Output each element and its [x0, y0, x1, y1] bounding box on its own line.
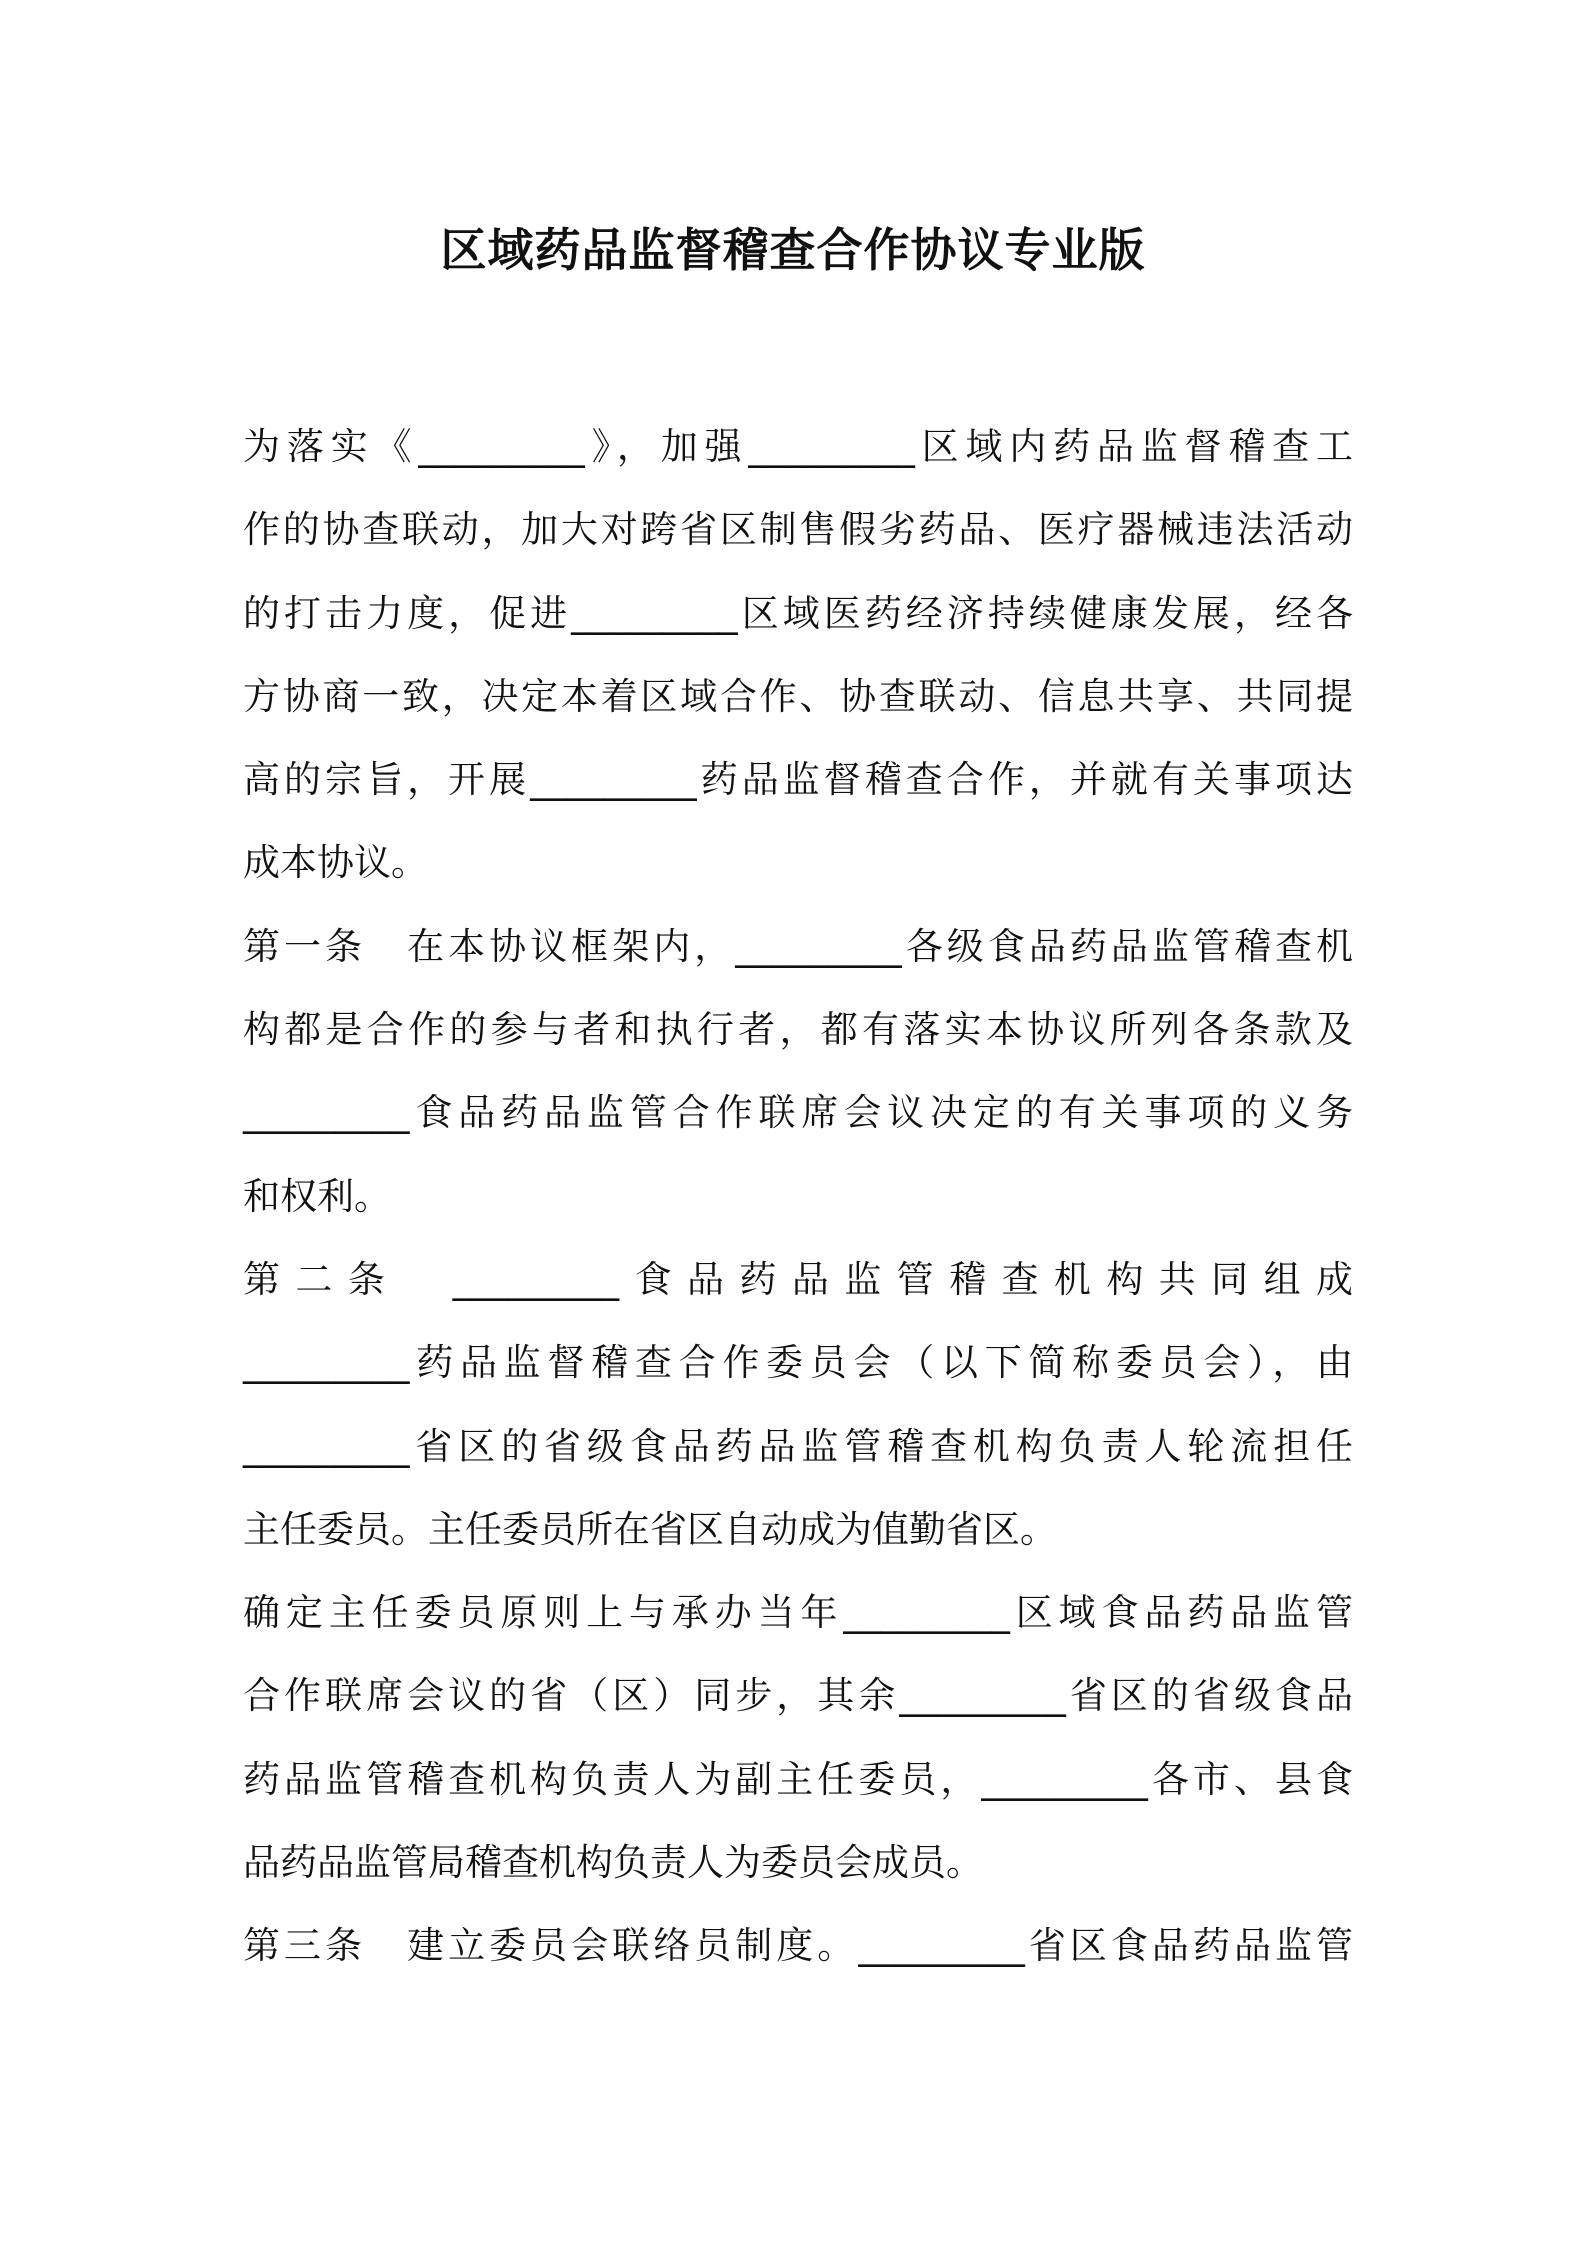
- body-line: _________省区的省级食品药品监管稽查机构负责人轮流担任: [243, 1424, 1353, 1468]
- body-line: 的打击力度，促进_________区域医药经济持续健康发展，经各: [243, 591, 1353, 635]
- body-line: 为落实《_________》，加强_________区域内药品监督稽查工: [243, 425, 1353, 468]
- body-line: 构都是合作的参与者和执行者，都有落实本协议所列各条款及: [243, 1008, 1353, 1052]
- body-line: _________药品监督稽查合作委员会（以下简称委员会），由: [243, 1341, 1353, 1385]
- body-line: 方协商一致，决定本着区域合作、协查联动、信息共享、共同提: [243, 674, 1353, 718]
- body-line: 和权利。: [243, 1174, 391, 1218]
- body-line: 作的协查联动，加大对跨省区制售假劣药品、医疗器械违法活动: [243, 508, 1353, 552]
- body-line: 高的宗旨，开展_________药品监督稽查合作，并就有关事项达: [243, 758, 1353, 802]
- article-3-line: 第三条 建立委员会联络员制度。_________省区食品药品监管: [243, 1924, 1353, 1968]
- article-2-line: 第二条 _________食品药品监管稽查机构共同组成: [243, 1257, 1353, 1301]
- body-line: 确定主任委员原则上与承办当年_________区域食品药品监管: [243, 1591, 1353, 1635]
- body-line: 药品监管稽查机构负责人为副主任委员，_________各市、县食: [243, 1757, 1353, 1801]
- article-1-line: 第一条 在本协议框架内，_________各级食品药品监管稽查机: [243, 924, 1353, 968]
- document-body: [243, 405, 1353, 1988]
- body-line: 成本协议。: [243, 841, 428, 885]
- body-line: 品药品监管局稽查机构负责人为委员会成员。: [243, 1841, 983, 1885]
- body-line: 合作联席会议的省（区）同步，其余_________省区的省级食品: [243, 1674, 1353, 1718]
- document-title: 区域药品监督稽查合作协议专业版: [440, 223, 1146, 277]
- body-line: 主任委员。主任委员所在省区自动成为值勤省区。: [243, 1507, 1057, 1551]
- body-line: _________食品药品监管合作联席会议决定的有关事项的义务: [243, 1091, 1353, 1135]
